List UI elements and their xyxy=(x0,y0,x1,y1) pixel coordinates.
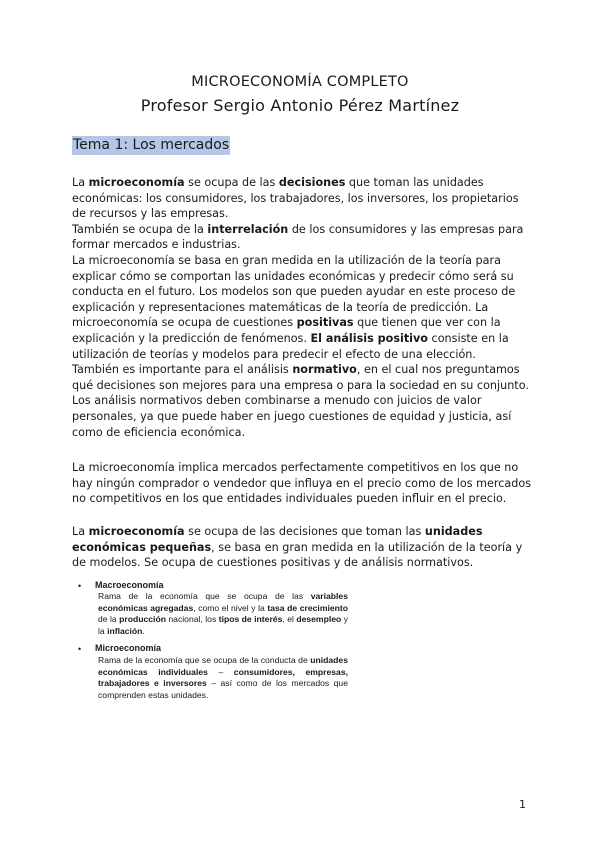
bold-term: desempleo xyxy=(296,614,342,625)
document-subtitle: Profesor Sergio Antonio Pérez Martínez xyxy=(140,96,460,115)
definition-label-macro: Macroeconomía xyxy=(95,580,164,590)
definition-text-macro: Rama de la economía que se ocupa de las variables económicas agregadas, como el nivel y la tasa de crecimiento de la producción nacional, los tipos de interés, el desempleo y la inflación. xyxy=(98,591,348,636)
document-title: MICROECONOMÍA COMPLETO xyxy=(191,74,409,90)
definition-text-micro: Rama de la economía que se ocupa de la conducta de unidades económicas individuales – consumidores, empresas, trabajadores e inversores – así como de los mercados que comprenden estas unidades. xyxy=(98,655,348,700)
bold-term: consumidores, empresas, trabajadores e inversores xyxy=(98,666,348,689)
bold-term: variables económicas agregadas xyxy=(98,591,348,613)
bold-term: interrelación xyxy=(207,222,289,236)
bold-term: El análisis positivo xyxy=(310,331,428,345)
bold-term: microeconomía xyxy=(88,525,185,538)
bullet-icon: • xyxy=(78,581,82,591)
bold-term: unidades económicas pequeñas xyxy=(72,525,483,554)
bullet-icon: • xyxy=(78,644,82,654)
bold-term: tipos de interés xyxy=(218,614,283,625)
definitions-figure xyxy=(78,578,346,700)
section-heading: Tema 1: Los mercados xyxy=(73,137,230,153)
definition-label-micro: Microeconomía xyxy=(95,643,162,653)
bold-term: inflación xyxy=(107,625,143,636)
bold-term: decisiones xyxy=(278,176,346,189)
bold-term: unidades económicas individuales xyxy=(98,655,348,677)
bold-term: positivas xyxy=(296,316,354,330)
bold-term: normativo xyxy=(292,363,357,377)
bold-term: producción xyxy=(119,614,166,625)
bold-term: tasa de crecimiento xyxy=(267,602,348,613)
body-paragraph-3: La microeconomía se ocupa de las decisiones que toman las unidades económicas pequeñas, se basa en gran medida en la utilización de la teoría y de modelos. Se ocupa de cuestiones positivas y de análisis normativos. xyxy=(72,525,523,570)
page-number: 1 xyxy=(519,798,526,811)
bold-term: microeconomía xyxy=(88,176,185,189)
body-paragraph-2: La microeconomía implica mercados perfectamente competitivos en los que no hay ningún comprador o vendedor que influya en el precio como de los mercados no competitivos en los que entidades individuales pueden influir en el precio. xyxy=(72,461,532,506)
body-paragraph-1: La microeconomía se ocupa de las decisiones que toman las unidades económicas: los consumidores, los trabajadores, los inversores, los propietarios de recursos y las empresas. También se ocupa de la interrelación de los consumidores y las empresas para formar mercados e industrias. La microeconomía se basa en gran medida en la utilización de la teoría para explicar cómo se comportan las unidades económicas y predecir cómo será su conducta en el futuro. Los modelos son que pueden ayudar en este proceso de explicación y representaciones matemáticas de la teoría de predicción. La microeconomía se ocupa de cuestiones positivas que tienen que ver con la explicación y la predicción de fenómenos. El análisis positivo consiste en la utilización de teorías y modelos para predecir el efecto de una elección. También es importante para el análisis normativo, en el cual nos preguntamos qué decisiones son mejores para una empresa o para la sociedad en su conjunto. Los análisis normativos deben combinarse a menudo con juicios de valor personales, ya que puede haber en juego cuestiones de equidad y justicia, así como de eficiencia económica. xyxy=(72,176,529,439)
